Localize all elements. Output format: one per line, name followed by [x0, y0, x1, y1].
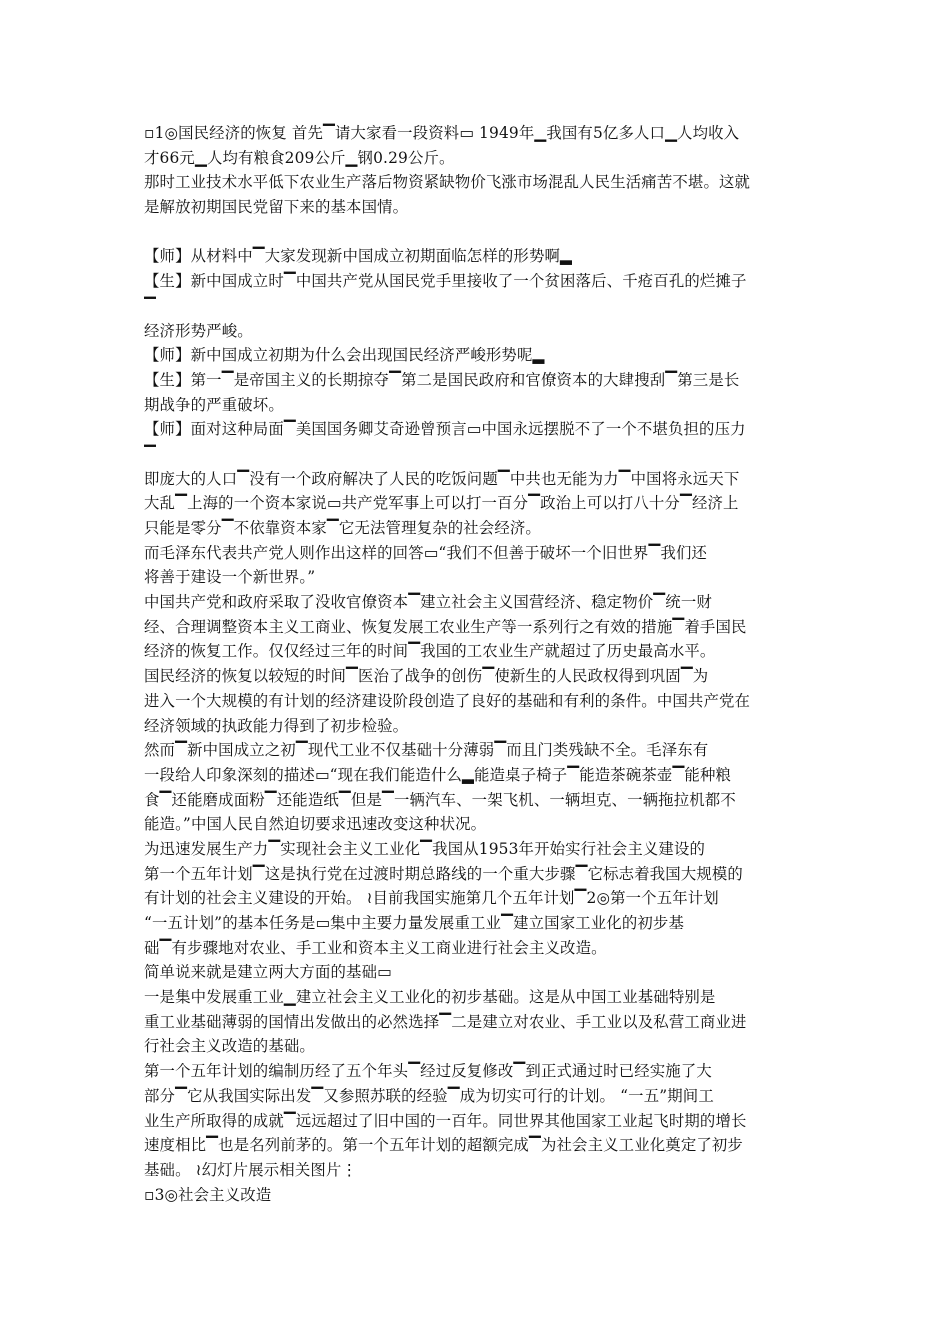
text-line: ▫3◎社会主义改造: [144, 1185, 272, 1204]
text-line: 只能是零分▔不依靠资本家▔它无法管理复杂的社会经济。: [144, 519, 541, 537]
text-line: 国民经济的恢复以较短的时间▔医治了战争的创伤▔使新生的人民政权得到巩固▔为: [144, 667, 709, 686]
text-line: 是解放初期国民党留下来的基本国情。: [144, 198, 409, 217]
text-line: 简单说来就是建立两大方面的基础▭: [144, 963, 392, 982]
text-line: 食▔还能磨成面粉▔还能造纸▔但是▔一辆汽车、一架飞机、一辆坦克、一辆拖拉机都不: [144, 790, 736, 809]
text-line: 业生产所取得的成就▔远远超过了旧中国的一百年。同世界其他国家工业起飞时期的增长: [144, 1111, 747, 1130]
text-line: 而毛泽东代表共产党人则作出这样的回答▭“我们不但善于破坏一个旧世界▔我们还: [144, 543, 708, 562]
text-line: 为迅速发展生产力▔实现社会主义工业化▔我国从1953年开始实行社会主义建设的: [144, 839, 706, 858]
text-line: 能造。”中国人民自然迫切要求迅速改变这种状况。: [144, 815, 487, 834]
text-line: 有计划的社会主义建设的开始。 ≀目前我国实施第几个五年计划▔2◎第一个五年计划: [144, 889, 719, 908]
text-line: “一五计划”的基本任务是▭集中主要力量发展重工业▔建立国家工业化的初步基: [144, 914, 685, 932]
text-line: 然而▔新中国成立之初▔现代工业不仅基础十分薄弱▔而且门类残缺不全。毛泽东有: [144, 741, 709, 760]
text-line: 【师】面对这种局面▔美国国务卿艾奇逊曾预言▭中国永远摆脱不了一个不堪负担的压力: [144, 420, 746, 439]
text-line: 经济领域的执政能力得到了初步检验。: [144, 716, 409, 735]
text-line: ▫1◎国民经济的恢复 首先▔请大家看一段资料▭ 1949年▁我国有5亿多人口▁人均收入: [144, 124, 740, 142]
blank-line: [144, 220, 809, 245]
text-line: 一段给人印象深刻的描述▭“现在我们能造什么▂能造桌子椅子▔能造茶碗茶壶▔能种粮: [144, 765, 732, 784]
text-line: 【生】第一▔是帝国主义的长期掠夺▔第二是国民政府和官僚资本的大肆搜刮▔第三是长: [144, 370, 740, 389]
text-line: 一是集中发展重工业▁建立社会主义工业化的初步基础。这是从中国工业基础特别是: [144, 988, 716, 1007]
text-line: 经、合理调整资本主义工商业、恢复发展工农业生产等一系列行之有效的措施▔着手国民: [144, 617, 747, 636]
text-line: 第一个五年计划的编制历经了五个年头▔经过反复修改▔到正式通过时已经实施了大: [144, 1062, 712, 1081]
text-line: 【师】新中国成立初期为什么会出现国民经济严峻形势呢▂: [144, 346, 545, 365]
text-line: 重工业基础薄弱的国情出发做出的必然选择▔二是建立对农业、手工业以及私营工商业进: [144, 1012, 747, 1031]
text-line: ▔: [144, 444, 156, 463]
text-line: 进入一个大规模的有计划的经济建设阶段创造了良好的基础和有利的条件。中国共产党在: [144, 691, 751, 710]
text-line: 大乱▔上海的一个资本家说▭共产党军事上可以打一百分▔政治上可以打八十分▔经济上: [144, 494, 739, 513]
text-line: 部分▔它从我国实际出发▔又参照苏联的经验▔成为切实可行的计划。 “一五”期间工: [144, 1086, 714, 1105]
text-line: 才66元▁人均有粮食209公斤▁钢0.29公斤。: [144, 148, 455, 167]
text-line: 中国共产党和政府采取了没收官僚资本▔建立社会主义国营经济、稳定物价▔统一财: [144, 593, 712, 612]
text-line: 即庞大的人口▔没有一个政府解决了人民的吃饭问题▔中共也无能为力▔中国将永远天下: [144, 469, 740, 488]
text-line: ▔: [144, 296, 156, 315]
text-line: 基础。 ≀幻灯片展示相关图片⋮: [144, 1160, 357, 1179]
text-line: 将善于建设一个新世界。”: [144, 568, 316, 587]
text-line: 础▔有步骤地对农业、手工业和资本主义工商业进行社会主义改造。: [144, 938, 607, 957]
text-line: 【师】从材料中▔大家发现新中国成立初期面临怎样的形势啊▂: [144, 247, 573, 266]
text-line: 期战争的严重破坏。: [144, 395, 284, 414]
text-line: 经济的恢复工作。仅仅经过三年的时间▔我国的工农业生产就超过了历史最高水平。: [144, 642, 716, 661]
text-line: 第一个五年计划▔这是执行党在过渡时期总路线的一个重大步骤▔它标志着我国大规模的: [144, 864, 743, 883]
text-line: 那时工业技术水平低下农业生产落后物资紧缺物价飞涨市场混乱人民生活痛苦不堪。这就: [144, 173, 751, 192]
text-line: 速度相比▔也是名列前茅的。第一个五年计划的超额完成▔为社会主义工业化奠定了初步: [144, 1136, 743, 1155]
document-body: [144, 121, 809, 1207]
text-line: 行社会主义改造的基础。: [144, 1037, 315, 1056]
text-line: 【生】新中国成立时▔中国共产党从国民党手里接收了一个贫困落后、千疮百孔的烂摊子: [144, 272, 747, 291]
text-line: 经济形势严峻。: [144, 321, 253, 340]
